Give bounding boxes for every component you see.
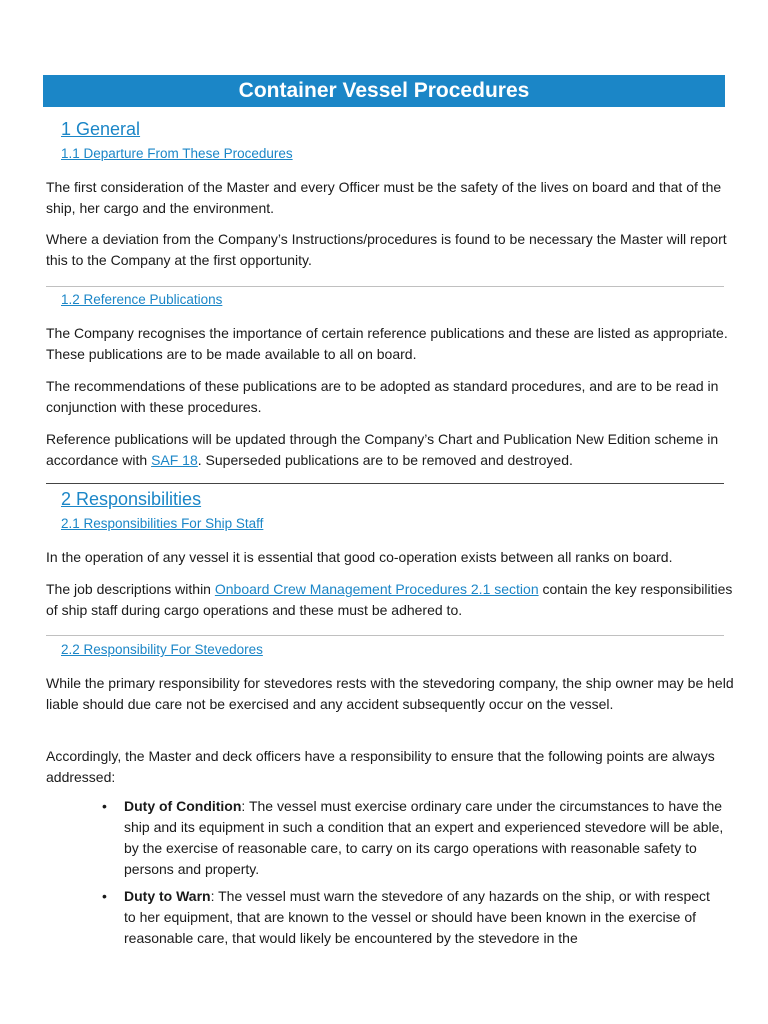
job-text-start: The job descriptions within <box>46 581 215 597</box>
paragraph-safety: The first consideration of the Master and every Officer must be the safety of the lives on board and that of the ship, her cargo and the environment. <box>46 179 722 216</box>
paragraph-stevedore-liability: While the primary responsibility for stevedores rests with the stevedoring company, the ship owner may be held liable should due care not be exercised and any accident subsequently occur on the vessel. <box>46 675 734 712</box>
bullet-text: : The vessel must warn the stevedore of any hazards on the ship, or with respect to her equipment, that are known to the vessel or should have been known in the exercise of reasonable care, that would likely be encountered by the stevedore in the <box>124 888 710 946</box>
bullet-marker: • <box>102 798 107 814</box>
bullet-text: : The vessel must exercise ordinary care under the circumstances to have the ship and its equipment in such a condition that an expert and experienced stevedore will be able, by the exercise of reasonable care, to carry on its cargo operations with reasonable safety to persons and property. <box>124 798 724 877</box>
paragraph-reference-importance: The Company recognises the importance of certain reference publications and these are listed as appropriate. These publications are to be made available to all on board. <box>46 325 728 362</box>
saf18-link[interactable]: SAF 18 <box>151 452 198 468</box>
updates-text-start: Reference publications will be updated through the Company’s Chart and Publication New Edition scheme in accordance with <box>46 431 719 468</box>
document-title-banner: Container Vessel Procedures <box>43 75 725 107</box>
section-divider <box>46 635 724 636</box>
crew-management-link[interactable]: Onboard Crew Management Procedures 2.1 section <box>214 581 539 597</box>
job-text-end: contain the key responsibilities of ship staff during cargo operations and these must be adhered to. <box>46 581 733 618</box>
heading-ship-staff[interactable]: 2.1 Responsibilities For Ship Staff <box>61 516 264 531</box>
section-divider <box>46 286 724 287</box>
updates-text-end: . Superseded publications are to be removed and destroyed. <box>197 452 573 468</box>
heading-stevedores[interactable]: 2.2 Responsibility For Stevedores <box>61 642 263 657</box>
heading-reference-publications[interactable]: 1.2 Reference Publications <box>61 292 223 307</box>
paragraph-cooperation: In the operation of any vessel it is essential that good co-operation exists between all ranks on board. <box>46 549 673 565</box>
paragraph-updates <box>46 429 736 471</box>
paragraph-master-responsibility: Accordingly, the Master and deck officers have a responsibility to ensure that the following points are always addressed: <box>46 748 715 785</box>
bullet-term: Duty to Warn <box>124 888 211 904</box>
heading-general[interactable]: 1 General <box>61 119 141 139</box>
heading-departure[interactable]: 1.1 Departure From These Procedures <box>61 146 293 161</box>
bullet-marker: • <box>102 888 107 904</box>
paragraph-job-descriptions <box>46 579 736 621</box>
heading-responsibilities[interactable]: 2 Responsibilities <box>61 489 202 509</box>
bullet-term: Duty of Condition <box>124 798 242 814</box>
paragraph-recommendations: The recommendations of these publications are to be adopted as standard procedures, and are to be read in conjunction with these procedures. <box>46 378 719 415</box>
section-divider <box>46 483 724 484</box>
paragraph-deviation: Where a deviation from the Company’s Instructions/procedures is found to be necessary the Master will report this to the Company at the first opportunity. <box>46 231 727 268</box>
